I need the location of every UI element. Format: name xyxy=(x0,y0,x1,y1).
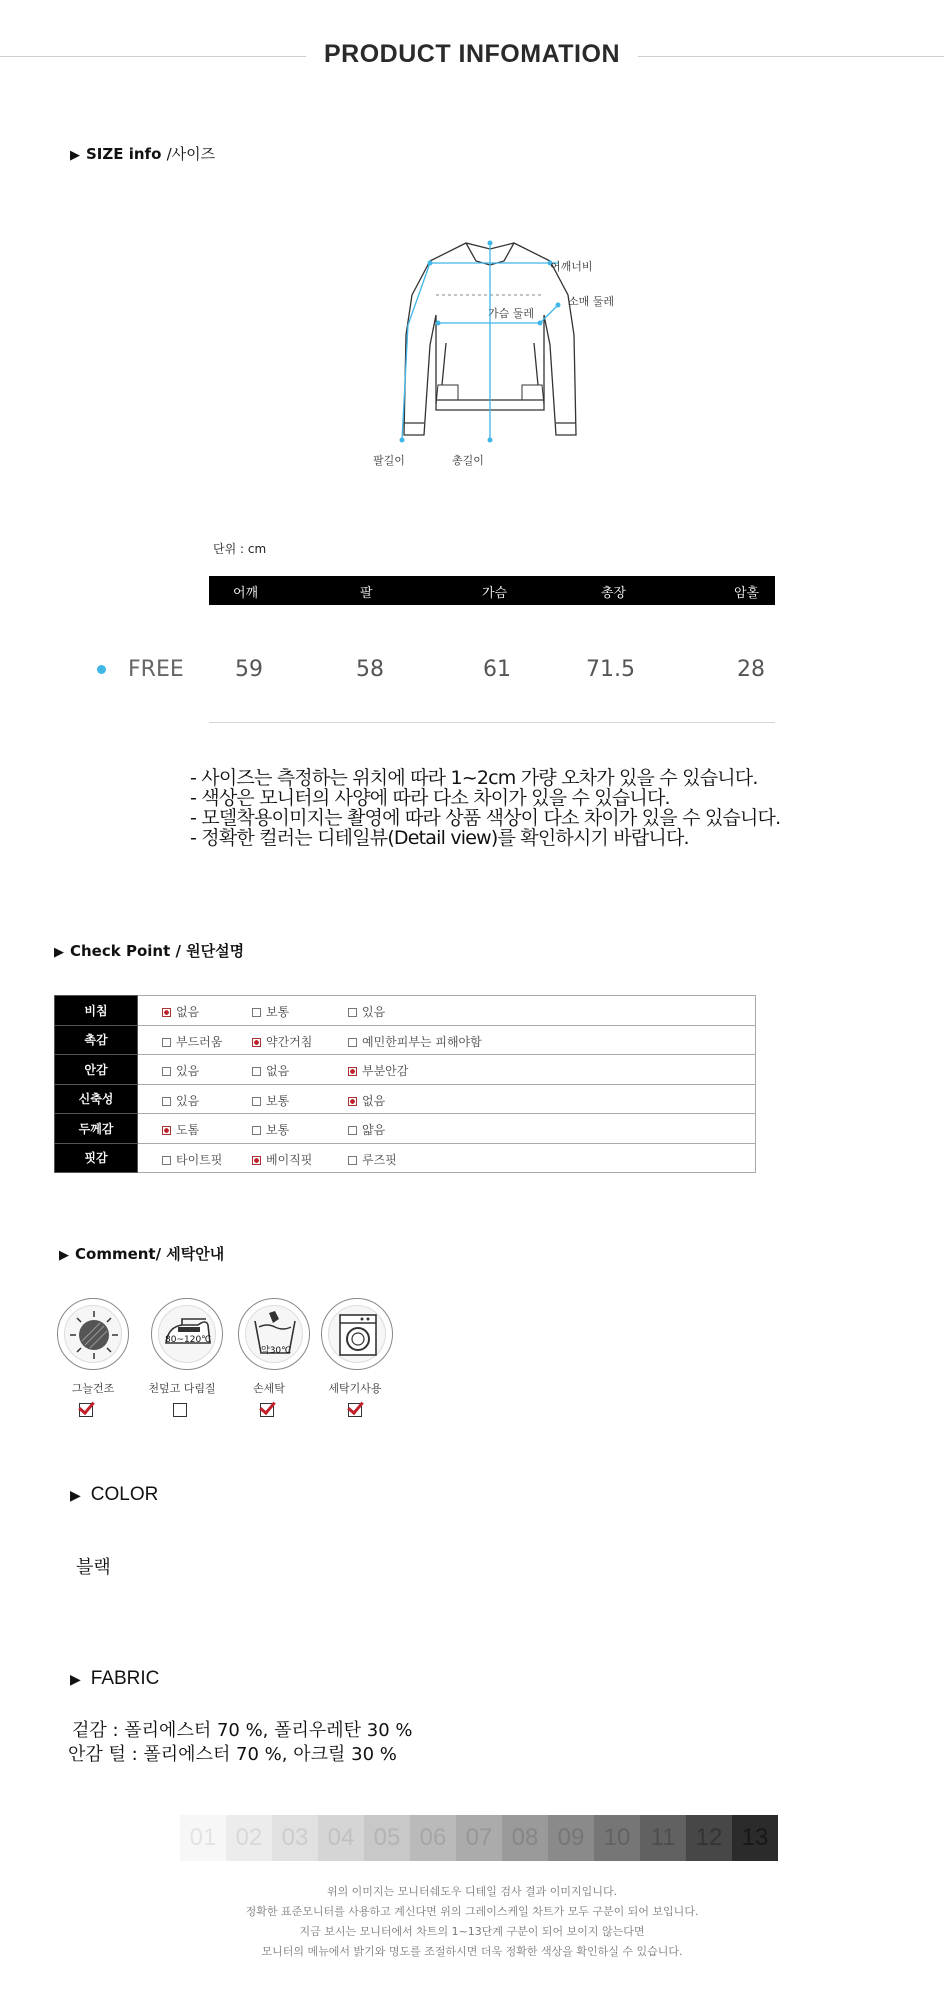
grayscale-step: 05 xyxy=(364,1815,410,1861)
check-option-box xyxy=(252,1008,261,1017)
size-name: FREE xyxy=(128,657,184,682)
grayscale-step: 03 xyxy=(272,1815,318,1861)
check-option xyxy=(162,1033,222,1050)
check-option-box xyxy=(348,1126,357,1135)
check-option-label: 타이트핏 xyxy=(176,1152,223,1167)
grayscale-step: 13 xyxy=(732,1815,778,1861)
washing-machine-checkbox xyxy=(348,1403,362,1417)
grayscale-step: 06 xyxy=(410,1815,456,1861)
check-option-label: 도톰 xyxy=(176,1123,200,1137)
check-option-box xyxy=(162,1156,171,1165)
size-info-heading: ▶ SIZE info /사이즈 xyxy=(70,145,216,163)
check-option-box xyxy=(252,1126,261,1135)
check-option-box xyxy=(162,1126,171,1135)
hand-wash-icon xyxy=(238,1298,310,1370)
column-header: 가슴 xyxy=(482,586,508,601)
wash-label: 손세탁 xyxy=(253,1382,285,1395)
check-option xyxy=(252,1003,289,1020)
size-cell: 28 xyxy=(737,657,765,682)
grayscale-step: 10 xyxy=(594,1815,640,1861)
column-header: 총장 xyxy=(601,586,627,601)
washing-machine-icon xyxy=(321,1298,393,1370)
monitor-note-line: 모니터의 메뉴에서 밝기와 명도를 조절하시면 더욱 정확한 색상을 확인하실 수 있습니다. xyxy=(261,1945,683,1958)
monitor-note xyxy=(0,1882,944,1962)
check-option-label: 없음 xyxy=(266,1064,290,1078)
grayscale-step: 02 xyxy=(226,1815,272,1861)
check-option-label: 있음 xyxy=(176,1064,200,1078)
size-cell: 58 xyxy=(356,657,384,682)
check-option-label: 보통 xyxy=(266,1005,290,1019)
size-notes xyxy=(190,768,780,848)
check-row-label: 촉감 xyxy=(55,1025,138,1055)
check-option-label: 보통 xyxy=(266,1123,290,1137)
hand-wash-temp: 약30℃ xyxy=(261,1346,292,1356)
check-option xyxy=(348,1151,397,1168)
color-heading: ▶ COLOR xyxy=(70,1484,159,1505)
column-header: 팔 xyxy=(360,586,373,601)
check-row-label: 핏감 xyxy=(55,1143,138,1173)
grayscale-step: 11 xyxy=(640,1815,686,1861)
check-option-label: 부드러움 xyxy=(176,1034,223,1049)
check-option xyxy=(162,1151,222,1168)
diagram-label-chest: 가슴 둘레 xyxy=(488,307,535,320)
note-line: - 색상은 모니터의 사양에 따라 다소 차이가 있을 수 있습니다. xyxy=(190,787,670,809)
grayscale-step: 01 xyxy=(180,1815,226,1861)
check-option xyxy=(348,1033,482,1050)
diagram-label-length: 총길이 xyxy=(452,454,484,467)
shade-dry-checkbox xyxy=(79,1403,93,1417)
check-option-label: 얇음 xyxy=(362,1123,386,1137)
check-option-box xyxy=(162,1097,171,1106)
check-option-label: 없음 xyxy=(362,1093,386,1108)
check-row-label: 안감 xyxy=(55,1055,138,1085)
check-option-box xyxy=(348,1038,357,1047)
size-bullet xyxy=(97,665,106,674)
note-line: - 사이즈는 측정하는 위치에 따라 1~2cm 가량 오차가 있을 수 있습니다. xyxy=(190,767,758,789)
check-option-box xyxy=(162,1067,171,1076)
size-cell: 59 xyxy=(235,657,263,682)
size-table-divider xyxy=(209,722,775,723)
check-option xyxy=(162,1003,199,1020)
wash-label: 천덮고 다림질 xyxy=(148,1382,216,1395)
check-option xyxy=(252,1121,289,1138)
wash-label: 그늘건조 xyxy=(71,1382,115,1395)
fabric-line: 안감 털 : 폴리에스터 70 %, 아크릴 30 % xyxy=(68,1744,397,1765)
check-option xyxy=(162,1121,199,1138)
check-option-box xyxy=(252,1097,261,1106)
hand-wash-checkbox xyxy=(260,1403,274,1417)
unit-label: 단위 : cm xyxy=(213,542,267,556)
check-option xyxy=(348,1003,385,1020)
wash-label: 세탁기사용 xyxy=(328,1382,382,1395)
check-option-label: 있음 xyxy=(362,1005,386,1019)
check-option-box xyxy=(348,1008,357,1017)
grayscale-step: 04 xyxy=(318,1815,364,1861)
check-option-box xyxy=(162,1008,171,1017)
check-option-label: 베이직핏 xyxy=(266,1152,313,1167)
check-option xyxy=(162,1092,199,1109)
iron-icon xyxy=(151,1298,223,1370)
diagram-label-arm: 팔길이 xyxy=(373,454,405,467)
monitor-note-line: 위의 이미지는 모니터쉐도우 디테일 검사 결과 이미지입니다. xyxy=(326,1885,618,1898)
grayscale-step: 08 xyxy=(502,1815,548,1861)
monitor-note-line: 정확한 표준모니터를 사용하고 계신다면 위의 그레이스케일 차트가 모두 구분이 되어 보입니다. xyxy=(245,1905,699,1918)
iron-checkbox xyxy=(173,1403,187,1417)
check-row-label: 비침 xyxy=(55,996,138,1026)
page-title: PRODUCT INFOMATION xyxy=(0,40,944,69)
check-row-label: 신축성 xyxy=(55,1084,138,1114)
check-row-label: 두께감 xyxy=(55,1114,138,1144)
monitor-note-line: 지금 보시는 모니터에서 차트의 1~13단계 구분이 되어 보이지 않는다면 xyxy=(299,1925,645,1938)
check-option-label: 보통 xyxy=(266,1093,290,1108)
check-option-box xyxy=(252,1038,261,1047)
check-option xyxy=(162,1062,199,1079)
note-line: - 모델착용이미지는 촬영에 따라 상품 색상이 다소 차이가 있을 수 있습니다. xyxy=(190,807,781,829)
column-header: 어깨 xyxy=(233,586,259,601)
check-option-label: 있음 xyxy=(176,1093,200,1108)
grayscale-step: 07 xyxy=(456,1815,502,1861)
check-option-label: 루즈핏 xyxy=(362,1152,397,1167)
check-option xyxy=(348,1062,408,1079)
diagram-label-sleeve: 소매 둘레 xyxy=(568,295,615,308)
fabric-heading: ▶ FABRIC xyxy=(70,1668,160,1689)
color-value: 블랙 xyxy=(76,1557,111,1578)
check-option xyxy=(252,1062,289,1079)
check-option-label: 부분안감 xyxy=(362,1064,409,1078)
fabric-line: 겉감 : 폴리에스터 70 %, 폴리우레탄 30 % xyxy=(72,1720,413,1741)
check-option-box xyxy=(162,1038,171,1047)
grayscale-step: 09 xyxy=(548,1815,594,1861)
check-option xyxy=(252,1151,312,1168)
check-option xyxy=(348,1092,385,1109)
check-option-label: 없음 xyxy=(176,1005,200,1019)
iron-temp: 80~120℃ xyxy=(165,1335,212,1345)
check-option-box xyxy=(252,1156,261,1165)
size-cell: 71.5 xyxy=(586,657,635,682)
check-point-table xyxy=(54,995,756,1173)
column-header: 암홀 xyxy=(734,586,760,601)
check-option-box xyxy=(348,1097,357,1106)
grayscale-step: 12 xyxy=(686,1815,732,1861)
note-line: - 정확한 컬러는 디테일뷰(Detail view)를 확인하시기 바랍니다. xyxy=(190,827,689,849)
check-option-label: 약간거침 xyxy=(266,1034,313,1049)
shade-dry-icon xyxy=(57,1298,129,1370)
check-option xyxy=(252,1092,289,1109)
check-option-box xyxy=(348,1156,357,1165)
check-point-heading: ▶ Check Point / 원단설명 xyxy=(54,942,245,960)
size-cell: 61 xyxy=(483,657,511,682)
check-option-box xyxy=(348,1067,357,1076)
comment-heading: ▶ Comment/ 세탁안내 xyxy=(59,1245,225,1263)
check-option-label: 예민한피부는 피해야함 xyxy=(362,1034,482,1049)
check-option xyxy=(252,1033,312,1050)
check-option xyxy=(348,1121,385,1138)
check-option-box xyxy=(252,1067,261,1076)
diagram-label-shoulder: 어깨너비 xyxy=(550,260,593,273)
